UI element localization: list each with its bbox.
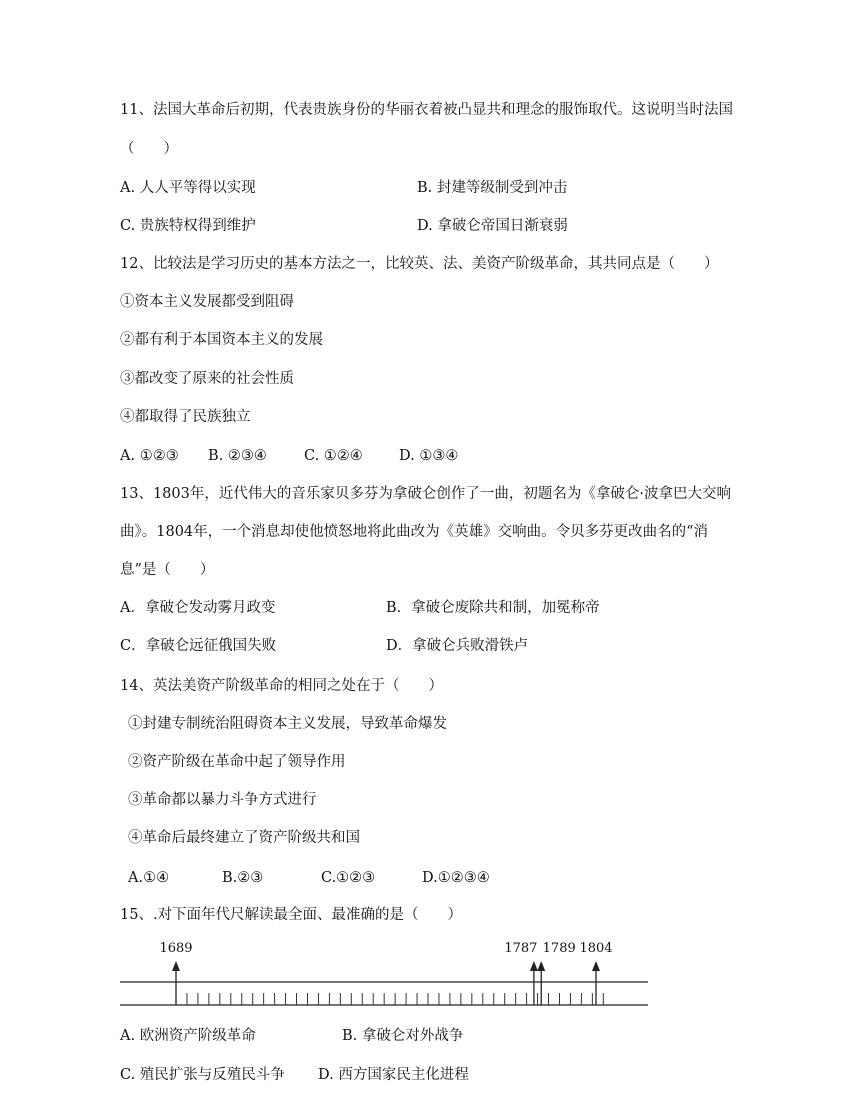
- timeline-marker-1689: [159, 941, 192, 1005]
- timeline-label-1689: 1689: [159, 941, 193, 956]
- q13-option-c: C．拿破仑远征俄国失败: [120, 638, 277, 654]
- q14-item-3: ③革命都以暴力斗争方式进行: [128, 792, 317, 808]
- timeline-marker-1787: [504, 941, 538, 1005]
- q14-item-4: ④革命后最终建立了资产阶级共和国: [128, 830, 360, 846]
- q14-stem: 14、英法美资产阶级革命的相同之处在于（ ）: [120, 678, 443, 694]
- q11-option-d: D. 拿破仑帝国日渐衰弱: [417, 218, 568, 234]
- q12-item-2: ②都有利于本国资本主义的发展: [120, 332, 323, 348]
- timeline-label-1787: 1787: [504, 941, 538, 956]
- q13-stem-line-3: 息”是（ ）: [120, 562, 215, 578]
- q13-stem-line-2: 曲》。1804年，一个消息却使他愤怒地将此曲改为《英雄》交响曲。令贝多芬更改曲名的“消: [120, 524, 709, 540]
- q15-stem: 15、.对下面年代尺解读最全面、最准确的是（ ）: [120, 907, 463, 923]
- q13-option-a: A．拿破仑发动雾月政变: [120, 600, 276, 616]
- q15-option-b: B. 拿破仑对外战争: [342, 1028, 464, 1044]
- q14-option-c: C.①②③: [321, 870, 376, 886]
- q14-item-1: ①封建专制统治阻碍资本主义发展，导致革命爆发: [128, 716, 447, 732]
- q12-stem: 12、比较法是学习历史的基本方法之一，比较英、法、美资产阶级革命，其共同点是（ ）: [120, 256, 719, 272]
- q13-option-b: B．拿破仑废除共和制，加冕称帝: [386, 600, 600, 616]
- timeline-label-1789: 1789: [542, 941, 576, 956]
- q14-option-d: D.①②③④: [422, 870, 490, 886]
- q14-option-a: A.①④: [128, 870, 170, 886]
- q11-option-c: C. 贵族特权得到维护: [120, 218, 256, 234]
- q11-option-a: A. 人人平等得以实现: [120, 180, 256, 196]
- q14-option-b: B.②③: [222, 870, 264, 886]
- q15-timeline: [118, 935, 658, 1015]
- q15-option-a: A. 欧洲资产阶级革命: [120, 1028, 256, 1044]
- q12-item-1: ①资本主义发展都受到阻碍: [120, 294, 294, 310]
- timeline-marker-1804: [579, 941, 612, 1005]
- q12-option-b: B. ②③④: [208, 448, 267, 464]
- q15-option-d: D. 西方国家民主化进程: [318, 1067, 469, 1083]
- q12-option-d: D. ①③④: [399, 448, 459, 464]
- q12-item-4: ④都取得了民族独立: [120, 409, 251, 425]
- q12-option-c: C. ①②④: [304, 448, 363, 464]
- q12-item-3: ③都改变了原来的社会性质: [120, 371, 294, 387]
- q11-option-b: B. 封建等级制受到冲击: [417, 180, 568, 196]
- q13-stem-line-1: 13、1803年，近代伟大的音乐家贝多芬为拿破仑创作了一曲，初题名为《拿破仑·波拿巴大交响: [120, 486, 731, 502]
- q13-option-d: D．拿破仑兵败滑铁卢: [386, 638, 529, 654]
- q14-item-2: ②资产阶级在革命中起了领导作用: [128, 754, 346, 770]
- q12-option-a: A. ①②③: [120, 448, 179, 464]
- timeline-label-1804: 1804: [579, 941, 613, 956]
- q15-option-c: C. 殖民扩张与反殖民斗争: [120, 1067, 285, 1083]
- q11-stem: 11、法国大革命后初期，代表贵族身份的华丽衣着被凸显共和理念的服饰取代。这说明当时法国: [120, 102, 733, 118]
- q11-paren: （ ）: [120, 141, 178, 157]
